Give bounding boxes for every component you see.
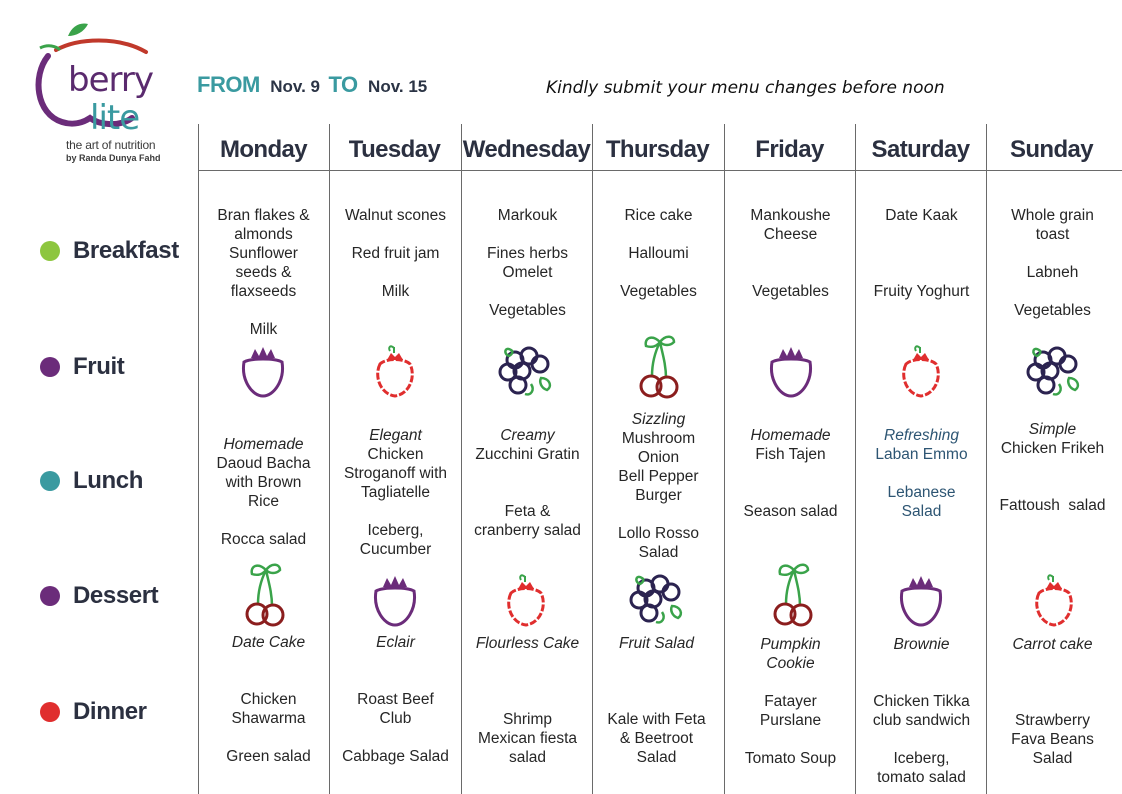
plum-icon: [228, 336, 298, 406]
meal-label: Breakfast: [73, 237, 179, 264]
menu-line: Stroganoff with: [343, 465, 448, 482]
grapes-icon: [491, 334, 561, 404]
strawberry-icon: [360, 336, 430, 406]
wednesday-breakfast: [462, 206, 593, 320]
menu-line: Cheese: [763, 226, 818, 243]
menu-line-italic: Simple: [1028, 421, 1077, 438]
plum-icon: [360, 565, 430, 635]
menu-line: Omelet: [502, 264, 553, 281]
menu-line: Rocca salad: [220, 531, 307, 548]
menu-line: Salad: [901, 503, 942, 520]
from-date: Nov. 9: [270, 77, 320, 96]
plum-icon: [756, 336, 826, 406]
day-header-wednesday: Wednesday: [462, 136, 591, 163]
menu-line: Fish Tajen: [755, 446, 826, 463]
menu-line: Whole grain: [1011, 207, 1094, 224]
day-header-thursday: Thursday: [605, 136, 710, 163]
menu-line: Onion: [637, 449, 680, 466]
grapes-icon: [1019, 334, 1089, 404]
menu-line-italic: Cookie: [766, 655, 815, 672]
menu-line: Mushroom: [621, 430, 696, 447]
meal-label: Dinner: [73, 698, 147, 725]
menu-line: Bell Pepper: [618, 468, 699, 485]
tuesday-dinner: [330, 690, 461, 766]
thursday-lunch: [593, 410, 724, 562]
menu-line: Red fruit jam: [351, 245, 440, 262]
meal-row-dinner: [40, 697, 147, 727]
strawberry-icon: [1019, 565, 1089, 635]
meal-label: Lunch: [73, 467, 143, 494]
menu-line: Milk: [249, 321, 278, 338]
menu-line: & Beetroot: [619, 730, 694, 747]
day-header-sunday: Sunday: [1009, 136, 1094, 163]
menu-line: Rice cake: [624, 207, 693, 224]
menu-line: Chicken Frikeh: [1000, 440, 1105, 457]
day-header-monday: Monday: [219, 136, 308, 163]
menu-line: toast: [1035, 226, 1070, 243]
menu-line: Chicken: [367, 446, 424, 463]
menu-line: Tomato Soup: [744, 750, 837, 767]
menu-line: Vegetables: [489, 302, 566, 319]
menu-line: Shawarma: [231, 710, 306, 727]
menu-line: Markouk: [497, 207, 558, 224]
menu-line: Chicken: [240, 691, 297, 708]
menu-line: salad: [508, 749, 547, 766]
menu-line: Bran flakes &: [217, 207, 310, 224]
menu-line: Fava Beans: [1011, 731, 1094, 748]
fruit-dot-icon: [40, 357, 60, 377]
menu-line: Strawberry: [1015, 712, 1090, 729]
logo-byline: by Randa Dunya Fahd: [66, 153, 161, 163]
menu-line: Daoud Bacha: [216, 455, 311, 472]
menu-line-italic: Elegant: [369, 427, 422, 444]
menu-line: seeds &: [235, 264, 292, 281]
menu-line: Labneh: [1026, 264, 1079, 281]
sunday-dessert: Carrot cake: [1012, 636, 1093, 653]
saturday-lunch: [856, 426, 987, 521]
menu-line-italic: Creamy: [500, 427, 555, 444]
monday-breakfast: [198, 206, 329, 339]
tuesday-breakfast: [330, 206, 461, 301]
menu-line: Salad: [1032, 750, 1073, 767]
monday-dessert: Date Cake: [231, 634, 306, 651]
strawberry-icon: [491, 565, 561, 635]
menu-line: Mankoushe: [750, 207, 831, 224]
header-divider: [198, 170, 1122, 171]
wednesday-lunch: [462, 426, 593, 540]
menu-line: Fines herbs: [487, 245, 568, 262]
wednesday-dinner: [462, 710, 593, 767]
menu-line: Cucumber: [359, 541, 432, 558]
grapes-icon: [622, 562, 692, 632]
menu-line: Laban Emmo: [875, 446, 968, 463]
menu-line: Season salad: [743, 503, 838, 520]
menu-line: Salad: [638, 544, 679, 561]
menu-line: Zucchini Gratin: [475, 446, 580, 463]
tuesday-lunch: [330, 426, 461, 559]
meal-label: Fruit: [73, 353, 125, 380]
meal-row-breakfast: [40, 236, 179, 266]
saturday-breakfast: [856, 206, 987, 301]
menu-line: Vegetables: [620, 283, 697, 300]
friday-lunch: [725, 426, 856, 521]
menu-line: Iceberg,: [893, 750, 950, 767]
meal-row-dessert: [40, 581, 158, 611]
date-range: [197, 72, 431, 98]
tuesday-dessert: Eclair: [376, 634, 415, 651]
menu-line: Date Kaak: [885, 207, 958, 224]
saturday-dinner: [856, 692, 987, 787]
menu-line: with Brown: [225, 474, 302, 491]
menu-line: Tagliatelle: [361, 484, 430, 501]
meal-row-lunch: [40, 466, 143, 496]
menu-line: Milk: [381, 283, 410, 300]
friday-dessert: [725, 635, 856, 673]
day-header-tuesday: Tuesday: [348, 136, 441, 163]
menu-line: Burger: [635, 487, 682, 504]
menu-line: Sunflower: [229, 245, 298, 262]
menu-line: almonds: [234, 226, 293, 243]
menu-line: Lollo Rosso: [618, 525, 699, 542]
lunch-dot-icon: [40, 471, 60, 491]
menu-line: Rice: [247, 493, 279, 510]
menu-line-italic: Homemade: [750, 427, 831, 444]
menu-line: club sandwich: [872, 712, 971, 729]
to-date: Nov. 15: [368, 77, 428, 96]
monday-dinner: [203, 690, 334, 766]
friday-dinner: [725, 692, 856, 768]
menu-line: Green salad: [226, 748, 311, 765]
logo-tagline: the art of nutrition: [66, 138, 156, 152]
menu-line-italic: Homemade: [223, 436, 304, 453]
plum-icon: [886, 565, 956, 635]
menu-line: Iceberg,: [367, 522, 424, 539]
sunday-lunch: [987, 420, 1118, 515]
menu-line: Fattoush salad: [999, 497, 1106, 514]
menu-line: Walnut scones: [344, 207, 447, 224]
cherry-icon: [756, 560, 826, 630]
monday-lunch: [198, 435, 329, 549]
sunday-breakfast: [987, 206, 1118, 320]
menu-line: cranberry salad: [474, 522, 581, 539]
dinner-dot-icon: [40, 702, 60, 722]
menu-line: Shrimp: [502, 711, 553, 728]
saturday-dessert: Brownie: [893, 636, 950, 653]
menu-line: Vegetables: [1014, 302, 1091, 319]
menu-line: Halloumi: [628, 245, 689, 262]
cherry-icon: [622, 332, 692, 402]
cherry-icon: [228, 560, 298, 630]
wednesday-dessert: Flourless Cake: [475, 635, 580, 652]
menu-line: Vegetables: [752, 283, 829, 300]
day-header-friday: Friday: [755, 136, 824, 163]
dessert-dot-icon: [40, 586, 60, 606]
menu-change-notice: Kindly submit your menu changes before noon: [546, 78, 945, 98]
menu-line: Salad: [636, 749, 677, 766]
sunday-dinner: [987, 711, 1118, 768]
menu-line: Purslane: [759, 712, 822, 729]
breakfast-dot-icon: [40, 241, 60, 261]
menu-line: Chicken Tikka: [873, 693, 970, 710]
friday-breakfast: [725, 206, 856, 301]
logo-word-lite: lite: [90, 98, 140, 138]
from-label: FROM: [197, 72, 260, 97]
menu-line-italic: Sizzling: [631, 411, 686, 428]
thursday-breakfast: [593, 206, 724, 301]
menu-line: Club: [379, 710, 412, 727]
menu-line: flaxseeds: [230, 283, 297, 300]
menu-line: Kale with Feta: [607, 711, 706, 728]
menu-line: Fruity Yoghurt: [873, 283, 970, 300]
meal-label: Dessert: [73, 582, 159, 609]
menu-line: Fatayer: [764, 693, 817, 710]
menu-line: Lebanese: [887, 484, 956, 501]
thursday-dinner: [591, 710, 722, 767]
to-label: TO: [328, 72, 358, 97]
strawberry-icon: [886, 336, 956, 406]
menu-line-italic: Pumpkin: [760, 636, 821, 653]
meal-row-fruit: [40, 352, 124, 382]
menu-line: Roast Beef: [357, 691, 434, 708]
menu-line-italic: Refreshing: [884, 427, 959, 444]
logo-word-berry: berry: [68, 60, 153, 100]
thursday-dessert: Fruit Salad: [619, 635, 694, 652]
menu-line: tomato salad: [877, 769, 966, 786]
menu-line: Cabbage Salad: [342, 748, 449, 765]
day-header-saturday: Saturday: [871, 136, 970, 163]
menu-line: Feta &: [504, 503, 551, 520]
menu-line: Mexican fiesta: [477, 730, 578, 747]
